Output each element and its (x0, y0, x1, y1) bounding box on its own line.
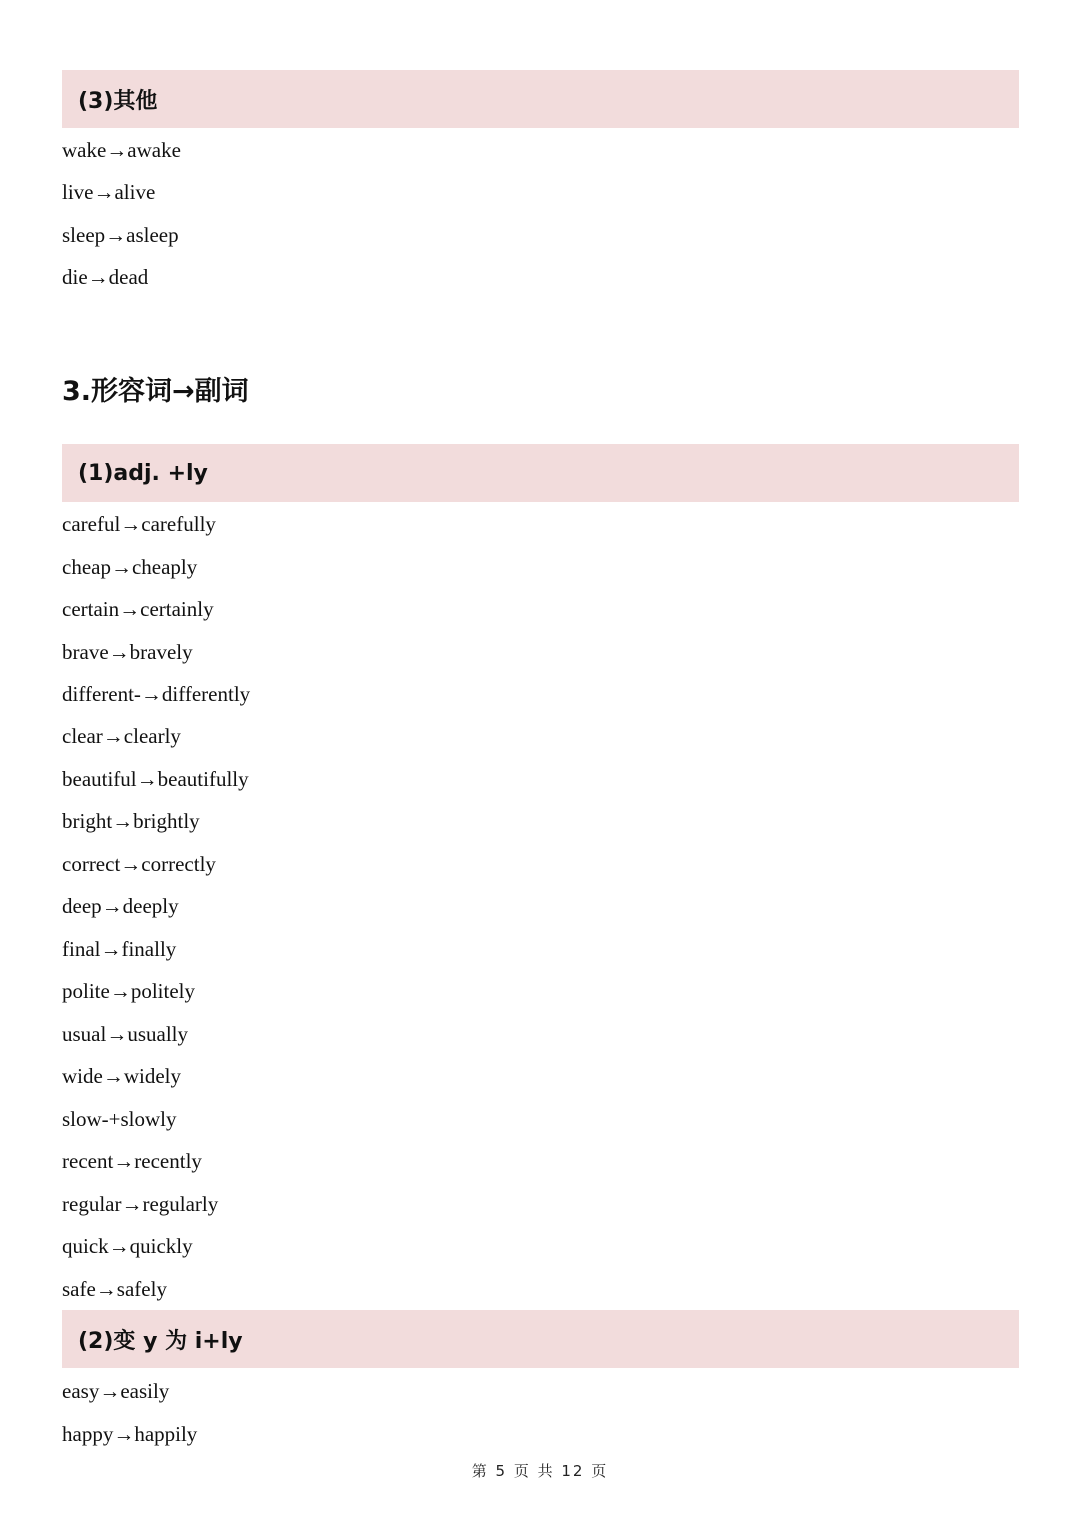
word-pair: die→dead (62, 265, 149, 289)
word-pair: cheap→cheaply (62, 555, 198, 579)
word-pair: easy→easily (62, 1379, 170, 1403)
word-pair: certain→certainly (62, 597, 214, 621)
word-pair: deep→deeply (62, 894, 179, 918)
section-title: (1)adj. +ly (78, 460, 208, 486)
section-header-y-to-ily (62, 1310, 1019, 1368)
word-pair: sleep→asleep (62, 223, 179, 247)
word-pair: wide→widely (62, 1064, 181, 1088)
word-pair: recent→recently (62, 1149, 202, 1173)
word-pair: polite→politely (62, 979, 195, 1003)
word-pair: regular→regularly (62, 1192, 219, 1216)
word-pair: bright→brightly (62, 809, 200, 833)
section-header-adj-ly (62, 444, 1019, 502)
word-pair: beautiful→beautifully (62, 767, 249, 791)
word-pair: live→alive (62, 180, 156, 204)
word-pair: wake→awake (62, 138, 181, 162)
word-pair: careful→carefully (62, 512, 216, 536)
word-pair: slow-+slowly (62, 1107, 177, 1131)
word-pair: usual→usually (62, 1022, 188, 1046)
word-pair: different-→differently (62, 682, 251, 706)
section-heading: 3.形容词→副词 (62, 376, 249, 407)
word-pair: safe→safely (62, 1277, 167, 1301)
page-number: 第 5 页 共 12 页 (471, 1462, 609, 1480)
section-title: (2)变 y 为 i+ly (78, 1328, 243, 1354)
word-pair: quick→quickly (62, 1234, 193, 1258)
section-header-other (62, 70, 1019, 128)
word-pair: clear→clearly (62, 724, 181, 748)
word-pair: happy→happily (62, 1422, 198, 1446)
word-pair: brave→bravely (62, 640, 193, 664)
word-pair: final→finally (62, 937, 177, 961)
word-pair: correct→correctly (62, 852, 216, 876)
section-title: (3)其他 (78, 88, 158, 114)
